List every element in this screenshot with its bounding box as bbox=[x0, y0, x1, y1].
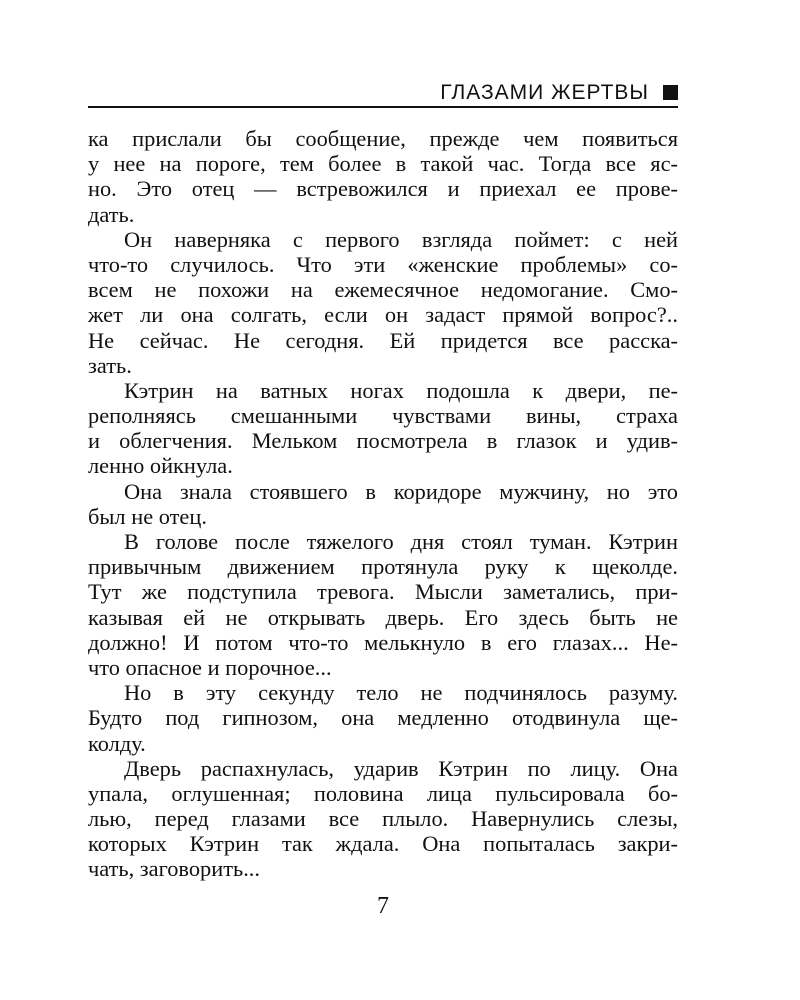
text-line: зать. bbox=[88, 352, 132, 378]
running-head bbox=[88, 78, 678, 108]
text-line: дать. bbox=[88, 201, 135, 227]
text-line: всем не похожи на ежемесячное недомогание. Смо- bbox=[88, 277, 678, 303]
text-line: Кэтрин на ватных ногах подошла к двери, пе- bbox=[124, 377, 678, 403]
text-line: и облегчения. Мельком посмотрела в глазок и удив- bbox=[88, 428, 678, 454]
text-line: казывая ей не открывать дверь. Его здесь быть не bbox=[88, 604, 678, 630]
text-line: жет ли она солгать, если он задаст прямой вопрос?.. bbox=[88, 302, 678, 328]
text-line: что опасное и порочное... bbox=[88, 654, 332, 680]
text-line: Будто под гипнозом, она медленно отодвинула ще- bbox=[88, 705, 678, 731]
text-line: упала, оглушенная; половина лица пульсировала бо- bbox=[88, 780, 678, 806]
page-number: 7 bbox=[377, 893, 389, 919]
text-line: ленно ойкнула. bbox=[88, 453, 233, 479]
text-line: Но в эту секунду тело не подчинялось разуму. bbox=[124, 680, 678, 706]
text-line: колду. bbox=[88, 730, 146, 756]
text-line: но. Это отец — встревожился и приехал ее прове- bbox=[88, 176, 678, 202]
text-line: привычным движением протянула руку к щеколде. bbox=[88, 554, 678, 580]
text-line: чать, заговорить... bbox=[88, 856, 260, 882]
text-line: у нее на пороге, тем более в такой час. Тогда все яс- bbox=[88, 151, 678, 177]
text-line: В голове после тяжелого дня стоял туман. Кэтрин bbox=[124, 529, 678, 554]
text-line: Она знала стоявшего в коридоре мужчину, но это bbox=[124, 478, 678, 504]
text-line: которых Кэтрин так ждала. Она попыталась закри- bbox=[88, 831, 678, 857]
text-line: что-то случилось. Что эти «женские проблемы» со- bbox=[88, 251, 678, 277]
text-line: был не отец. bbox=[88, 503, 207, 529]
text-line: Тут же подступила тревога. Мысли заметались, при- bbox=[88, 579, 678, 605]
text-line: Дверь распахнулась, ударив Кэтрин по лицу. Она bbox=[124, 755, 678, 781]
running-title: ГЛАЗАМИ ЖЕРТВЫ bbox=[440, 80, 649, 104]
text-line: лью, перед глазами все плыло. Навернулись слезы, bbox=[88, 806, 678, 832]
text-line: должно! И потом что-то мелькнуло в его глазах... Не- bbox=[88, 629, 678, 655]
text-line: Он наверняка с первого взгляда поймет: с ней bbox=[124, 226, 678, 252]
text-line: Не сейчас. Не сегодня. Ей придется все расска- bbox=[88, 327, 678, 353]
body-text bbox=[88, 126, 678, 882]
text-line: реполняясь смешанными чувствами вины, страха bbox=[88, 403, 678, 429]
text-line: ка прислали бы сообщение, прежде чем появиться bbox=[88, 126, 678, 151]
black-square-icon bbox=[663, 85, 678, 100]
